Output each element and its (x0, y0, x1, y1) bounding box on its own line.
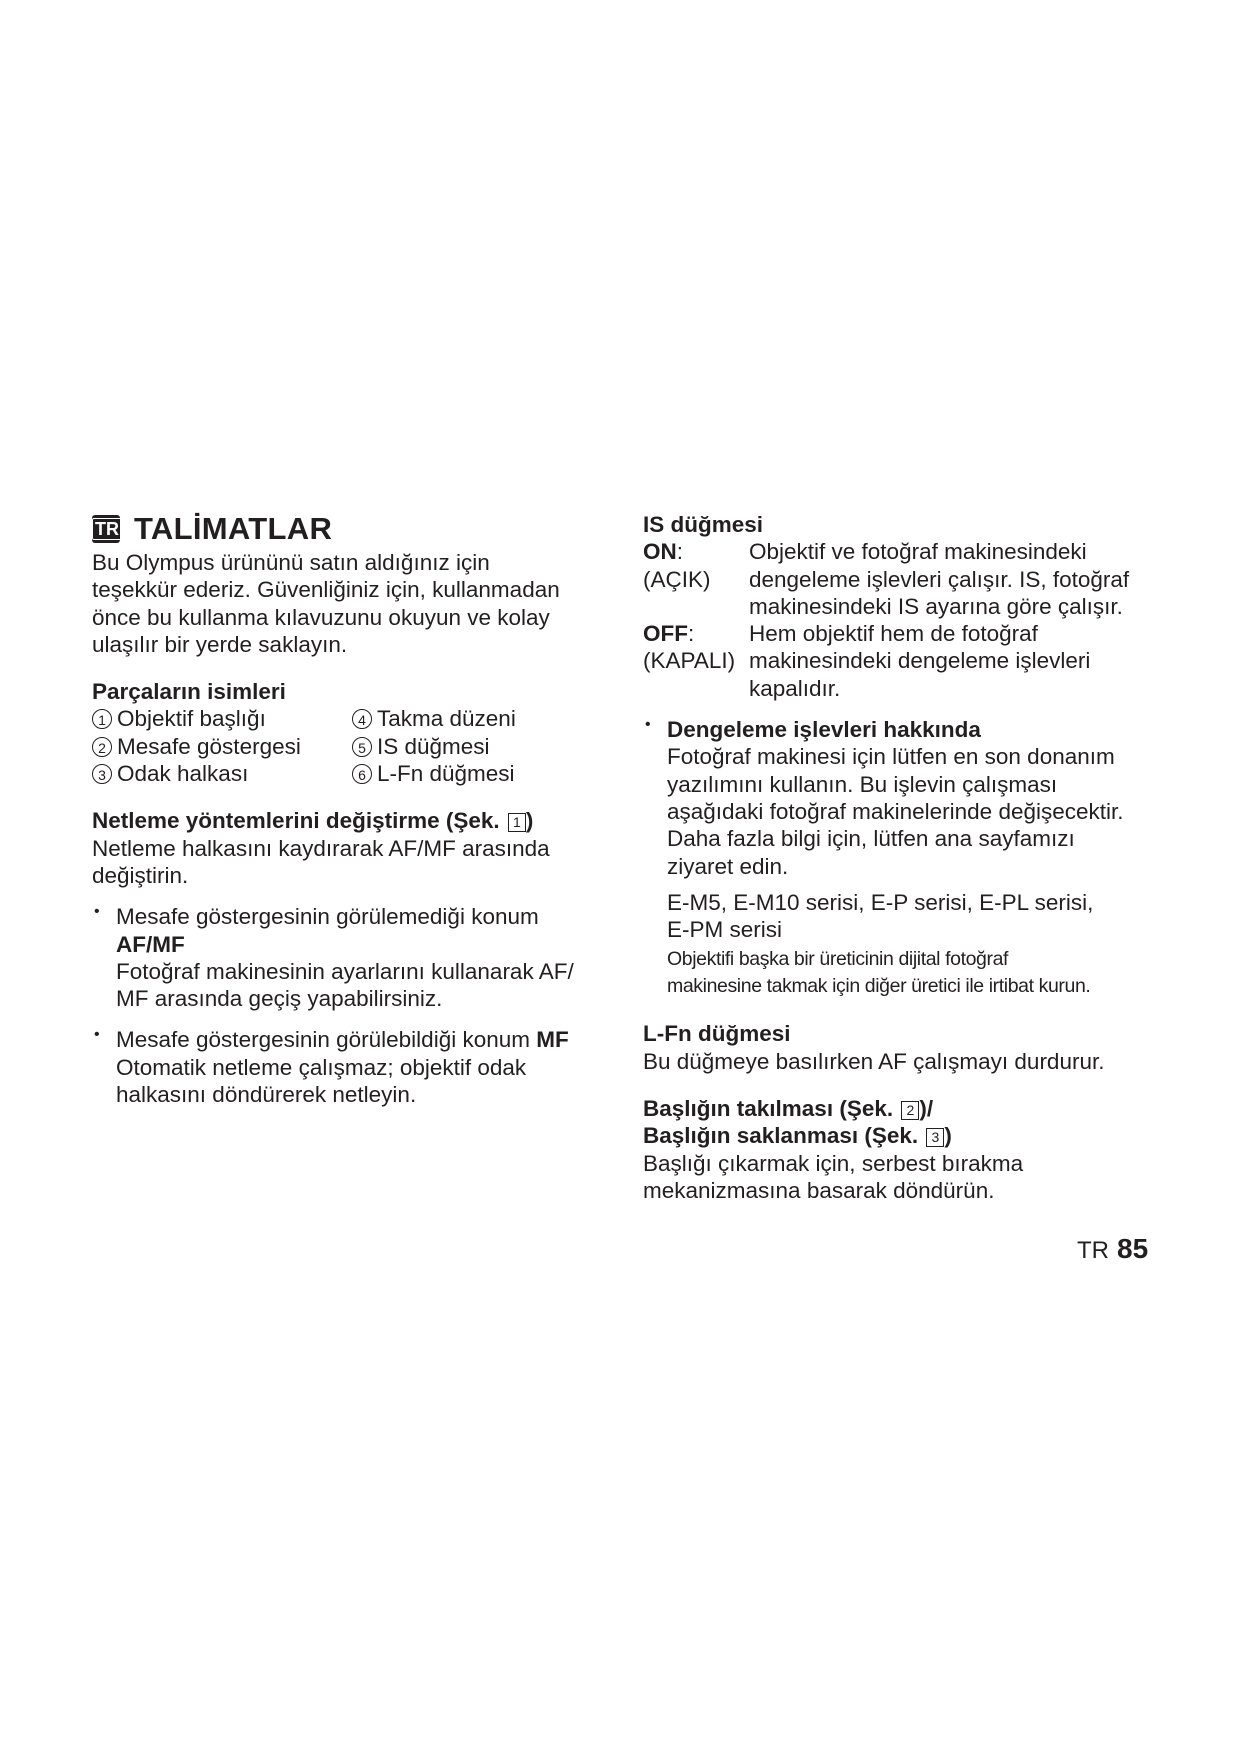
is-on-definition (643, 538, 1163, 620)
lfn-text: Bu düğmeye basılırken AF çalışmayı durdurur. (643, 1048, 1105, 1074)
stabilization-bullet (643, 716, 1163, 1000)
part-item: 1 Objektif başlığı (92, 705, 352, 732)
on-text: Objektif ve fotoğraf makinesindeki (749, 539, 1087, 565)
figure-2-icon: 2 (901, 1101, 919, 1120)
page-title (92, 511, 602, 547)
number-3-icon: 3 (92, 764, 112, 784)
bullet-item (92, 903, 602, 1012)
number-1-icon: 1 (92, 709, 112, 729)
number-5-icon: 5 (352, 737, 372, 757)
on-label: ON: (643, 539, 684, 565)
part-item: 2 Mesafe göstergesi (92, 733, 352, 760)
bullet-item (92, 1026, 602, 1108)
off-text: kapalıdır. (749, 675, 841, 701)
is-heading: IS düğmesi (643, 512, 764, 537)
part-item: 5 IS düğmesi (352, 733, 592, 760)
on-sublabel: (AÇIK) (643, 566, 711, 592)
title-text: TALİMATLAR (134, 511, 333, 546)
off-text: makinesindeki dengeleme işlevleri (749, 648, 1091, 674)
bullet-text: Otomatik netleme çalışmaz; objektif odak (116, 1054, 527, 1080)
intro-line: Bu Olympus ürününü satın aldığınız için (92, 550, 490, 575)
off-label: OFF: (643, 621, 695, 647)
part-item: 4 Takma düzeni (352, 705, 592, 732)
right-column (643, 511, 1163, 1204)
stabilization-text: Daha fazla bilgi için, lütfen ana sayfamızı (667, 826, 1075, 852)
bullet-text: Fotoğraf makinesinin ayarlarını kullanarak AF/ (116, 958, 574, 984)
note-text: Objektifi başka bir üreticinin dijital fotoğraf (667, 948, 1009, 971)
stabilization-text: ziyaret edin. (667, 853, 789, 879)
is-off-definition (643, 620, 1163, 702)
intro-line: önce bu kullanma kılavuzunu okuyun ve kolay (92, 604, 550, 630)
bullet-icon: • (94, 903, 100, 921)
figure-3-icon: 3 (926, 1128, 944, 1147)
camera-models: E-PM serisi (667, 917, 783, 943)
bullet-bold: AF/MF (116, 931, 185, 957)
number-4-icon: 4 (352, 709, 372, 729)
note-text: makinesine takmak için diğer üretici ile irtibat kurun. (667, 975, 1091, 998)
off-sublabel: (KAPALI) (643, 648, 736, 674)
bullet-text: Mesafe göstergesinin görülemediği konum (116, 904, 539, 930)
off-text: Hem objektif hem de fotoğraf (749, 621, 1038, 647)
bullet-text: halkasını döndürerek netleyin. (116, 1082, 417, 1108)
on-text: dengeleme işlevleri çalışır. IS, fotoğraf (749, 566, 1130, 592)
parts-list (92, 705, 602, 787)
bullet-text: MF arasında geçiş yapabilirsiniz. (116, 986, 443, 1012)
cap-store-heading: Başlığın saklanması (Şek. 3 ) (643, 1123, 952, 1149)
parts-heading: Parçaların isimleri (92, 679, 286, 705)
number-2-icon: 2 (92, 737, 112, 757)
cap-text: mekanizmasına basarak döndürün. (643, 1177, 995, 1203)
language-code: TR (1077, 1237, 1109, 1264)
focus-text: değiştirin. (92, 862, 189, 888)
focus-heading: Netleme yöntemlerini değiştirme (Şek. 1 ) (92, 808, 534, 834)
intro-line: ulaşılır bir yerde saklayın. (92, 631, 348, 657)
cap-text: Başlığı çıkarmak için, serbest bırakma (643, 1150, 1024, 1176)
bullet-icon: • (645, 716, 651, 734)
page-number (1077, 1233, 1148, 1265)
stabilization-text: yazılımını kullanın. Bu işlevin çalışması (667, 771, 1058, 797)
camera-models: E-M5, E-M10 serisi, E-P serisi, E-PL serisi, (667, 889, 1094, 915)
stabilization-text: aşağıdaki fotoğraf makinelerinde değişecektir. (667, 798, 1124, 824)
part-item: 3 Odak halkası (92, 760, 352, 787)
page-number-value: 85 (1117, 1233, 1149, 1264)
cap-attach-heading: Başlığın takılması (Şek. 2 )/ (643, 1096, 934, 1122)
tr-language-icon: TR (92, 515, 120, 543)
stabilization-text: Fotoğraf makinesi için lütfen en son donanım (667, 744, 1115, 770)
left-column (92, 511, 602, 1108)
lfn-heading: L-Fn düğmesi (643, 1021, 791, 1047)
focus-text: Netleme halkasını kaydırarak AF/MF arasında (92, 835, 550, 861)
number-6-icon: 6 (352, 764, 372, 784)
figure-1-icon: 1 (508, 813, 526, 832)
part-item: 6 L-Fn düğmesi (352, 760, 592, 787)
on-text: makinesindeki IS ayarına göre çalışır. (749, 593, 1123, 619)
intro-line: teşekkür ederiz. Güvenliğiniz için, kullanmadan (92, 577, 560, 603)
stabilization-heading: Dengeleme işlevleri hakkında (667, 717, 981, 743)
bullet-icon: • (94, 1026, 100, 1044)
bullet-text: Mesafe göstergesinin görülebildiği konum MF (116, 1027, 569, 1053)
